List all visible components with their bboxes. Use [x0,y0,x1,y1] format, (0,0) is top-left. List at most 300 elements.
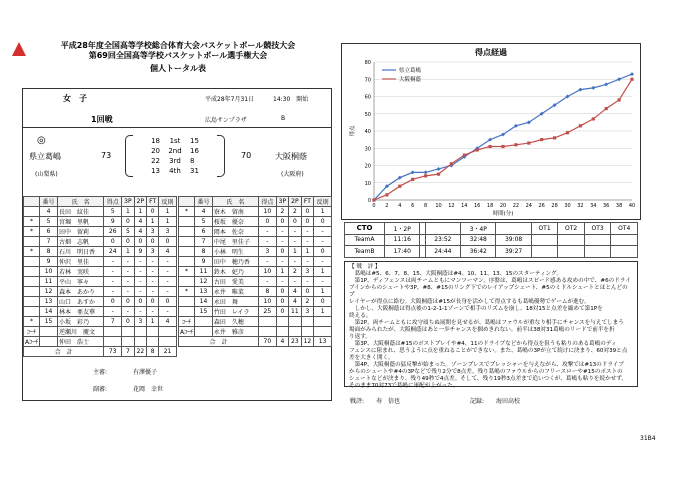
table-cell: 1 [159,207,177,217]
table-row [24,267,177,277]
table-row [24,237,177,247]
table-cell: - [122,287,134,297]
quarter-cell [558,234,585,246]
header-cell: 2P [134,197,147,207]
table-cell: 13 [195,287,213,297]
header-cell: 2P [289,197,302,207]
table-cell: 9 [104,217,122,227]
table-row [179,327,332,337]
table-cell: - [134,277,147,287]
table-cell: - [159,277,177,287]
period-3-label: 3rd [169,157,181,165]
table-cell: 0 [147,237,159,247]
table-cell: 10 [258,207,276,217]
series-line-0 [374,74,632,200]
period-row [135,167,215,177]
quarter-cell [531,246,558,258]
total-cell: 7 [122,347,134,357]
data-point [437,173,440,176]
table-row [24,207,177,217]
table-cell: - [301,237,314,247]
y-tick-label: 70 [364,77,371,84]
table-cell: 0 [314,247,332,257]
table-cell: 0 [301,207,314,217]
table-cell: 11 [289,307,302,317]
table-cell: 2 [289,207,302,217]
game-time: 14:30 開始 [273,96,309,103]
table-cell: 田中 留莉 [57,227,103,237]
table-cell: - [134,287,147,297]
table-cell: 0 [276,287,288,297]
table-cell: 0 [104,237,122,247]
table-cell: - [276,277,288,287]
prefecture-emblem-icon [12,42,26,56]
table-cell: 0 [301,217,314,227]
y-tick-label: 10 [364,180,371,187]
table-cell [301,317,314,327]
x-tick-label: 28 [551,203,558,209]
commentary-line: レイヤーが得点に絡む。大阪桐蔭は#15が長身を活かして得点するも葛嶋優勢でゲームが進む。 [349,299,590,305]
table-cell: - [258,237,276,247]
quarter-cell: 17:40 [385,246,420,258]
table-cell: - [159,307,177,317]
winner-mark-icon: ◎ [37,135,46,146]
table-cell: 1 [289,247,302,257]
table-cell: 平山 寧々 [57,277,103,287]
writer-label: 戦評: [350,398,365,405]
table-cell: 0 [122,317,134,327]
table-header-row [24,197,177,207]
table-row [179,307,332,317]
table-cell: - [314,257,332,267]
table-cell: 9 [40,257,58,267]
quarter-header-cell: OT4 [611,223,638,235]
table-cell: - [301,277,314,287]
period-4-label: 4th [169,167,181,175]
table-cell [134,337,147,347]
page-code: 31B4 [640,435,656,442]
table-cell: 12 [40,287,58,297]
table-cell: - [301,227,314,237]
total-cell: 13 [314,337,332,347]
table-cell: 永井 雅彦 [212,327,258,337]
table-cell [195,327,213,337]
table-cell: 24 [104,247,122,257]
period-row [135,157,215,167]
data-point [489,145,492,148]
table-cell: 2 [276,207,288,217]
table-row [24,227,177,237]
quarter-time-table [344,222,638,258]
writer-name: 寿 信也 [376,398,401,405]
table-cell: - [289,227,302,237]
table-cell [24,257,40,267]
table-cell [258,317,276,327]
commentary-line: ブインからのシュートや3P、#8、#15のリング下でのレイアップシュート、#5のミドルシュートとほとんどのプ [349,285,628,298]
table-cell: 0 [122,217,134,227]
table-row [179,227,332,237]
total-row [179,337,332,347]
header-cell: 番号 [40,197,58,207]
table-row [179,207,332,217]
y-tick-label: 20 [364,163,371,170]
quarter-header-cell: 1・2P [385,223,420,235]
table-cell [159,337,177,347]
table-cell: 2 [301,297,314,307]
table-cell: 14 [195,297,213,307]
table-cell: - [147,267,159,277]
x-tick-label: 12 [448,203,455,209]
table-cell: - [314,277,332,287]
table-cell: 寮木 留南 [212,207,258,217]
quarter-row [345,246,638,258]
quarter-cell: 23:52 [425,234,460,246]
total-cell: 8 [147,347,159,357]
table-row [24,257,177,267]
header-cell: 反則 [314,197,332,207]
table-cell [179,237,195,247]
x-tick-label: 18 [486,203,494,209]
quarter-cell [611,246,638,258]
data-point [591,86,595,90]
data-point [411,178,414,181]
table-cell: 永井 唯菜 [212,287,258,297]
tournament-subtitle: 第69回全国高等学校バスケットボール選手権大会 [88,51,268,60]
commentary-line: シュートなどが決まり、残り49秒で4点差。そして、残り19秒3点差まで追いつくが、葛嶋も粘りを続かせず、 [349,376,627,382]
legend-label: 県立葛嶋 [399,68,422,74]
data-point [566,131,569,134]
table-cell: 3 [258,247,276,257]
table-cell: - [258,277,276,287]
total-cell: 4 [276,337,288,347]
period-row [135,137,215,147]
table-cell: Aｺｰﾁ [179,327,195,337]
table-cell [40,337,58,347]
table-cell: 3 [147,227,159,237]
table-cell: - [134,307,147,317]
table-cell: * [24,247,40,257]
quarter-cell: 11:16 [385,234,420,246]
table-cell: * [179,267,195,277]
table-cell: 森本 あかり [57,287,103,297]
table-row [24,247,177,257]
header-cell: 氏 名 [57,197,103,207]
table-cell [179,277,195,287]
table-cell [179,257,195,267]
table-cell: 5 [40,217,58,227]
team-a-box-table [23,196,177,357]
table-cell: 12 [195,277,213,287]
table-cell [24,277,40,287]
header-cell: 得点 [104,197,122,207]
commentary-line: そのまま70対73で葛嶋に軍配が上がった。 [349,383,459,389]
bracket-left [125,135,133,177]
period-2-b: 16 [190,147,199,155]
quarter-header-cell: 3・4P [461,223,496,235]
table-cell [289,327,302,337]
table-cell: 9 [134,247,147,257]
table-cell: 2 [289,267,302,277]
table-cell: - [104,277,122,287]
quarter-cell: 39:08 [496,234,531,246]
table-cell [301,327,314,337]
table-cell: 25 [258,307,276,317]
table-cell: * [24,217,40,227]
chart-svg [342,44,640,219]
table-cell [134,327,147,337]
table-cell: - [258,257,276,267]
data-point [424,170,428,174]
y-tick-label: 50 [364,111,371,118]
x-tick-label: 36 [603,203,610,209]
table-cell: 岡本 佐奈 [212,227,258,237]
table-cell: 5 [195,217,213,227]
table-cell: - [122,277,134,287]
table-cell: - [276,257,288,267]
period-1-a: 18 [151,137,160,145]
table-cell: 古田 愛美 [212,277,258,287]
table-row [179,287,332,297]
table-cell: 13 [40,297,58,307]
divider [23,127,331,128]
table-cell: 8 [195,247,213,257]
table-cell: 森田 久穂 [212,317,258,327]
total-cell: 22 [134,347,147,357]
table-cell: 10 [40,267,58,277]
series-line-1 [374,79,632,200]
table-cell: - [104,267,122,277]
table-cell [276,327,288,337]
gender-label: 女 子 [63,94,87,103]
table-cell [122,337,134,347]
table-cell: 0 [122,297,134,307]
data-point [618,98,621,101]
commentary-line: 第2P、両チームともに攻守頑ちぬ展開を見せるが、葛嶋はファウルが重なり相手にチャンスを与えてしまう [349,320,624,326]
table-row [179,217,332,227]
table-cell: 8 [40,247,58,257]
table-cell: - [104,307,122,317]
y-tick-label: 60 [364,94,371,101]
round-label: 1回戦 [91,115,113,124]
commentary-line: 第3P、大阪桐蔭は#15のポストプレイや#4、11のドライブなどから得点を狙うも粘りのある葛嶋のディ [349,341,617,347]
table-cell [289,317,302,327]
data-point [605,107,608,110]
table-cell [179,247,195,257]
table-cell: 3 [147,247,159,257]
quarter-cell: TeamB [345,246,385,258]
data-point [604,82,608,86]
table-cell: 0 [301,287,314,297]
bracket-right [217,135,225,177]
commentary-title: 【 戦 評 】 [349,264,381,270]
total-cell: 73 [104,347,122,357]
commentary-box [344,261,638,387]
commentary-line: 終える。 [349,313,372,319]
table-cell: * [179,207,195,217]
table-cell [179,217,195,227]
table-cell [24,207,40,217]
table-cell: 0 [159,237,177,247]
table-cell [24,237,40,247]
y-tick-label: 40 [364,129,371,135]
period-4-a: 13 [151,167,160,175]
table-cell [179,297,195,307]
x-tick-label: 20 [499,203,507,209]
table-cell: 3 [301,267,314,277]
quarter-header-cell: CTO [345,223,385,235]
quarter-header-cell: OT2 [558,223,585,235]
table-cell [24,297,40,307]
table-cell: 若林 実咲 [57,267,103,277]
header-cell: 反則 [159,197,177,207]
table-row [24,327,177,337]
x-tick-label: 34 [590,203,597,209]
table-cell: 14 [40,307,58,317]
table-cell: 0 [276,297,288,307]
table-cell: - [134,267,147,277]
team-b-total: 70 [241,151,252,160]
data-point [630,78,633,81]
table-cell: 小林 明生 [212,247,258,257]
table-cell: 5 [104,207,122,217]
table-row [24,277,177,287]
team-b-box-table [178,196,332,347]
team-a-pref: (山梨県) [35,171,58,178]
quarter-cell [611,234,638,246]
team-a-name: 県立葛嶋 [29,152,61,161]
table-cell: 1 [314,287,332,297]
table-cell: 7 [195,237,213,247]
recorder-name: 海田高校 [496,398,521,405]
table-cell: - [159,267,177,277]
table-cell: ｺｰﾁ [24,327,40,337]
table-cell: - [289,237,302,247]
table-cell: - [258,227,276,237]
commentary-line: 葛嶋は#5、6、7、8、15、大阪桐蔭は#4、10、11、13、15のスターティング。 [349,271,563,277]
x-tick-label: 2 [385,203,389,209]
quarter-header-cell: OT3 [584,223,611,235]
table-cell: 0 [134,297,147,307]
table-cell: 宮堀 里帆 [57,217,103,227]
data-point [424,174,427,177]
table-cell: - [134,257,147,267]
period-3-b: 8 [190,157,195,165]
table-cell [40,327,58,337]
commentary-line: しかし、大阪桐蔭は得点後の1-2-1-1ゾーンで相手のリズムを崩し、18対15と点差を縮めて第1Pを [349,306,603,312]
data-point [411,170,415,174]
total-cell: 12 [301,337,314,347]
commentary-line: り返す。 [349,334,371,340]
table-cell: 4 [159,317,177,327]
table-cell: - [147,277,159,287]
table-cell: - [301,257,314,267]
table-cell: 11 [195,267,213,277]
table-cell: - [147,287,159,297]
table-cell: * [24,227,40,237]
table-row [179,257,332,267]
referee-name: 有澤優子 [133,369,158,376]
header-marker-cell [24,197,40,207]
table-cell [258,327,276,337]
table-cell: 0 [134,237,147,247]
total-label: 合 計 [179,337,259,347]
data-point [579,124,582,127]
total-label: 合 計 [24,347,104,357]
table-cell: - [276,237,288,247]
period-1-label: 1st [169,137,181,145]
data-point [385,193,388,196]
data-point [398,185,401,188]
table-cell: 逆瀬川 慶文 [57,327,103,337]
table-cell: 0 [314,217,332,227]
box-score-panel [22,88,332,401]
table-row [24,287,177,297]
table-cell: - [122,257,134,267]
table-cell: 6 [195,227,213,237]
table-cell: ｺｰﾁ [179,317,195,327]
table-cell [24,307,40,317]
table-cell: 仲沢 里佳 [57,257,103,267]
header-cell: 氏 名 [212,197,258,207]
table-row [24,307,177,317]
x-tick-label: 32 [577,203,584,209]
table-cell: 永田 舞 [212,297,258,307]
table-cell [276,317,288,327]
table-cell: 11 [40,277,58,287]
table-cell: 4 [134,217,147,227]
quarter-cell [584,246,611,258]
x-tick-label: 22 [512,203,520,209]
table-cell [104,327,122,337]
quarter-cell: 24:44 [425,246,460,258]
table-cell: 4 [289,297,302,307]
data-point [592,117,595,120]
table-cell: 15 [195,307,213,317]
table-cell: 0 [147,207,159,217]
data-point [553,136,556,139]
commentary-text [349,271,633,390]
table-cell: - [276,227,288,237]
table-cell: 1 [314,307,332,317]
total-row [24,347,177,357]
table-cell: 小坂 彩乃 [57,317,103,327]
chart-title: 得点経過 [475,48,507,57]
table-cell: 0 [258,217,276,227]
table-cell: 1 [159,217,177,227]
table-cell: 鈴木 妃乃 [212,267,258,277]
table-row [24,317,177,327]
table-cell: 0 [289,217,302,227]
header-cell: 得点 [258,197,276,207]
table-row [24,297,177,307]
table-row [179,297,332,307]
table-cell: 4 [40,207,58,217]
data-point [527,141,530,144]
table-cell: 山口 あすか [57,297,103,307]
header-cell: 3P [276,197,288,207]
table-cell: - [289,257,302,267]
period-3-a: 22 [151,157,160,165]
table-row [179,317,332,327]
table-cell: 4 [159,247,177,257]
table-cell: * [179,287,195,297]
x-tick-label: 4 [398,203,402,209]
table-cell: 1 [314,267,332,277]
table-cell: 0 [276,307,288,317]
table-cell: 4 [195,207,213,217]
x-tick-label: 0 [372,203,376,209]
table-cell: 0 [122,237,134,247]
